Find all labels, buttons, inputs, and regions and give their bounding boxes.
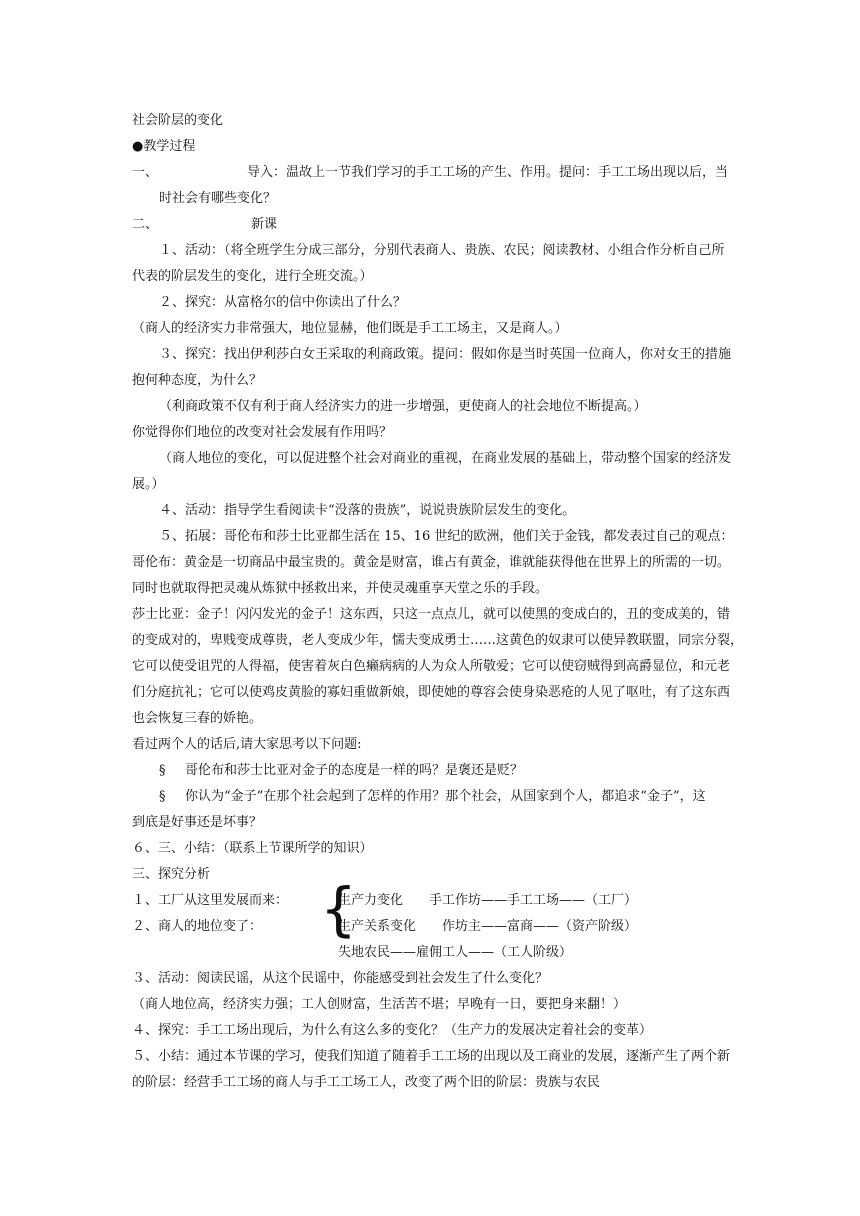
bullet-icon: § xyxy=(159,789,166,804)
shakespeare-quote-2: 的变成对的，卑贱变成尊贵，老人变成少年，懦夫变成勇士……这黄色的奴隶可以使异教联盟，同宗分裂， xyxy=(132,633,744,648)
shakespeare-quote-4: 们分庭抗礼；它可以使鸡皮黄脸的寡妇重做新娘，即使她的尊容会使身染恶疮的人见了呕吐，有了这东西 xyxy=(132,685,731,700)
paragraph-1: １、活动：（将全班学生分成三部分，分别代表商人、贵族、农民；阅读教材、小组合作分析自己所 xyxy=(159,243,725,258)
shakespeare-quote: 莎士比亚：金子！闪闪发光的金子！这东西，只这一点点儿，就可以使黑的变成白的，丑的变成美的，错 xyxy=(132,607,731,622)
branch-relations: 生产关系变化 作坊主——富商——（资产阶级） xyxy=(338,919,638,934)
analysis-heading: 三、探究分析 xyxy=(132,867,211,882)
think-prompt: 看过两个人的话后,请大家思考以下问题: xyxy=(132,737,362,752)
paragraph-3-cont: 抱何种态度，为什么？ xyxy=(132,373,263,388)
question-2-cont: 到底是好事还是坏事？ xyxy=(132,815,263,830)
columbus-quote-cont: 同时也就取得把灵魂从炼狱中拯救出来，并使灵魂重享天堂之乐的手段。 xyxy=(132,581,549,596)
analysis-item-5: ５、小结：通过本节课的学习，使我们知道了随着手工工场的出现以及工商业的发展，逐渐产生了两个新 xyxy=(132,1049,731,1064)
paragraph-2: ２、探究：从富格尔的信中你读出了什么？ xyxy=(159,295,407,310)
columbus-quote: 哥伦布：黄金是一切商品中最宝贵的。黄金是财富，谁占有黄金，谁就能获得他在世界上的所需的一切。 xyxy=(132,555,731,570)
intro-text-cont: 时社会有哪些变化？ xyxy=(159,191,277,206)
analysis-item-4: ４、探究：手工工场出现后，为什么有这么多的变化？（生产力的发展决定着社会的变革） xyxy=(132,1023,653,1038)
paragraph-5: ５、拓展：哥伦布和莎士比亚都生活在 15、16 世纪的欧洲，他们关于金钱，都发表过自己的观点： xyxy=(159,529,734,544)
intro-marker: 一、 xyxy=(132,165,159,180)
paragraph-6: ６、三、小结：（联系上节课所学的知识） xyxy=(132,841,373,856)
branch-productivity: 生产力变化 手工作坊——手工工场——（工厂） xyxy=(338,893,638,908)
paragraph-3-answer: （利商政策不仅有利于商人经济实力的进一步增强，更使商人的社会地位不断提高。） xyxy=(159,399,647,414)
status-question: 你觉得你们地位的改变对社会发展有作用吗？ xyxy=(132,425,393,440)
shakespeare-quote-5: 也会恢复三春的娇艳。 xyxy=(132,711,263,726)
status-answer-cont: 展。） xyxy=(132,477,165,492)
analysis-item-3: ３、活动：阅读民谣，从这个民谣中，你能感受到社会发生了什么变化？ xyxy=(132,971,549,986)
left-brace-icon: { xyxy=(320,875,357,943)
paragraph-2-answer: （商人的经济实力非常强大，地位显赫，他们既是手工工场主，又是商人。） xyxy=(132,321,568,336)
analysis-item-2: ２、商人的地位变了： xyxy=(132,919,263,934)
new-lesson-text: 新课 xyxy=(251,217,278,232)
section-teaching-process: ●教学过程 xyxy=(132,139,196,154)
question-2: 你认为“金子”在那个社会起到了怎样的作用？那个社会，从国家到个人，都追求“金子”，这 xyxy=(185,789,706,804)
paragraph-3: ３、探究：找出伊利莎白女王采取的利商政策。提问：假如你是当时英国一位商人，你对女王的措施 xyxy=(159,347,732,362)
intro-text: 导入：温故上一节我们学习的手工工场的产生、作用。提问：手工工场出现以后，当 xyxy=(247,165,729,180)
analysis-item-5-cont: 的阶层：经营手工工场的商人与手工工场工人，改变了两个旧的阶层：贵族与农民 xyxy=(132,1075,601,1090)
branch-workers: 失地农民——雇佣工人——（工人阶级） xyxy=(338,945,573,960)
analysis-item-3-answer: （商人地位高，经济实力强；工人创财富，生活苦不堪；早晚有一日，要把身来翻！） xyxy=(132,997,627,1012)
new-lesson-marker: 二、 xyxy=(132,217,159,232)
doc-title: 社会阶层的变化 xyxy=(132,113,224,128)
paragraph-1-cont: 代表的阶层发生的变化，进行全班交流。） xyxy=(132,269,373,284)
bullet-icon: § xyxy=(159,763,166,778)
paragraph-4: ４、活动：指导学生看阅读卡“没落的贵族”，说说贵族阶层发生的变化。 xyxy=(159,503,576,518)
analysis-item-1: １、工厂从这里发展而来： xyxy=(132,893,289,908)
shakespeare-quote-3: 它可以使受诅咒的人得福，使害着灰白色癞病病的人为众人所敬爱；它可以使窃贼得到高爵显位，和元老 xyxy=(132,659,731,674)
question-1: 哥伦布和莎士比亚对金子的态度是一样的吗？是褒还是贬？ xyxy=(185,763,524,778)
status-answer: （商人地位的变化，可以促进整个社会对商业的重视，在商业发展的基础上，带动整个国家的经济发 xyxy=(159,451,732,466)
